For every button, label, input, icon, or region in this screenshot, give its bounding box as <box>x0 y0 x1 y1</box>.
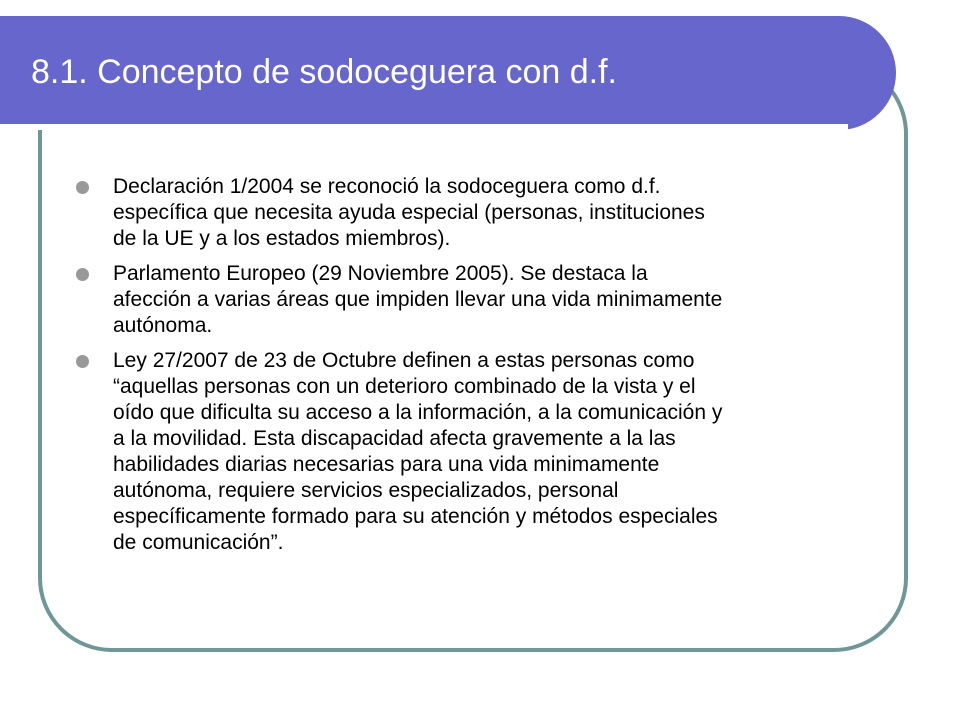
bullet-text-line: oído que dificulta su acceso a la información, a la comunicación y <box>113 401 723 424</box>
bullet-dot-icon <box>76 268 89 281</box>
bullet-text-line: “aquellas personas con un deterioro combinado de la vista y el <box>113 375 696 398</box>
bullet-dot-icon <box>76 355 89 368</box>
bullet-text-line: afección a varias áreas que impiden llevar una vida minimamente <box>113 288 723 311</box>
bullet-item-parlamento <box>73 261 903 339</box>
bullet-item-ley <box>73 348 903 556</box>
bullet-text-line: específica que necesita ayuda especial (personas, instituciones <box>113 201 705 224</box>
bullet-text-line: específicamente formado para su atención y métodos especiales <box>113 505 718 528</box>
title-underline <box>0 124 848 130</box>
bullet-text-line: de comunicación”. <box>113 531 284 554</box>
bullet-list <box>73 174 903 565</box>
bullet-text-line: autónoma. <box>113 314 213 337</box>
bullet-text-line: a la movilidad. Esta discapacidad afecta gravemente a la las <box>113 427 676 450</box>
bullet-text-line: de la UE y a los estados miembros). <box>113 227 451 250</box>
bullet-text-line: Ley 27/2007 de 23 de Octubre definen a estas personas como <box>113 349 695 372</box>
bullet-text-line: Declaración 1/2004 se reconoció la sodoceguera como d.f. <box>113 175 661 198</box>
bullet-text-line: Parlamento Europeo (29 Noviembre 2005). Se destaca la <box>113 262 648 285</box>
slide-title: 8.1. Concepto de sodoceguera con d.f. <box>31 53 617 91</box>
bullet-item-declaracion <box>73 174 903 252</box>
bullet-text-line: autónoma, requiere servicios especializados, personal <box>113 479 619 502</box>
bullet-text-line: habilidades diarias necesarias para una vida minimamente <box>113 453 660 476</box>
bullet-dot-icon <box>76 181 89 194</box>
